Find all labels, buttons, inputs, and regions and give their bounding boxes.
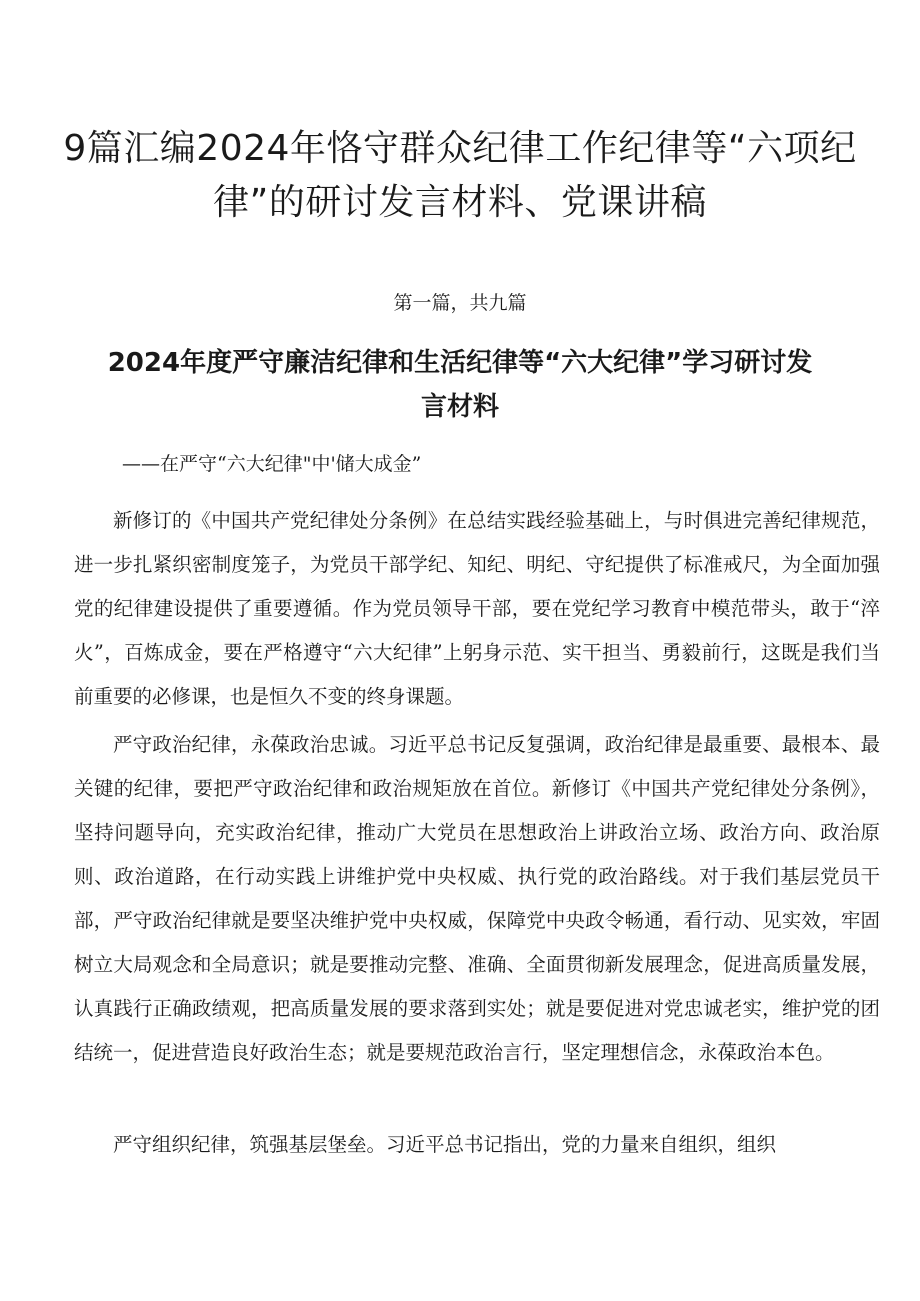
body-paragraph-1: 新修订的《中国共产党纪律处分条例》在总结实践经验基础上，与时俱进完善纪律规范，进一步扎紧织密制度笼子，为党员干部学纪、知纪、明纪、守纪提供了标准戒尺，为全面加强党的纪律建设提供了重要遵循。作为党员领导干部，要在党纪学习教育中模范带头，敢于“淬火”，百炼成金，要在严格遵守“六大纪律”上躬身示范、实干担当、勇毅前行，这既是我们当前重要的必修课，也是恒久不变的终身课题。 (74, 509, 880, 708)
section-counter: 第一篇，共九篇 (393, 292, 527, 314)
document-title: 9篇汇编2024年恪守群众纪律工作纪律等“六项纪律”的研讨发言材料、党课讲稿 (63, 128, 857, 223)
section-tagline: ——在严守“六大纪律"中'储大成金” (122, 453, 422, 475)
body-paragraph-2: 严守政治纪律，永葆政治忠诚。习近平总书记反复强调，政治纪律是最重要、最根本、最关键的纪律，要把严守政治纪律和政治规矩放在首位。新修订《中国共产党纪律处分条例》，坚持问题导向，充实政治纪律，推动广大党员在思想政治上讲政治立场、政治方向、政治原则、政治道路，在行动实践上讲维护党中央权威、执行党的政治路线。对于我们基层党员干部，严守政治纪律就是要坚决维护党中央权威，保障党中央政令畅通，看行动、见实效，牢固树立大局观念和全局意识；就是要推动完整、准确、全面贯彻新发展理念，促进高质量发展，认真践行正确政绩观，把高质量发展的要求落到实处；就是要促进对党忠诚老实，维护党的团结统一，促进营造良好政治生态；就是要规范政治言行，坚定理想信念，永葆政治本色。 (74, 733, 880, 1064)
body-paragraph-3: 严守组织纪律，筑强基层堡垒。习近平总书记指出，党的力量来自组织，组织 (113, 1133, 777, 1156)
section-subtitle: 2024年度严守廉洁纪律和生活纪律等“六大纪律”学习研讨发言材料 (107, 348, 813, 422)
